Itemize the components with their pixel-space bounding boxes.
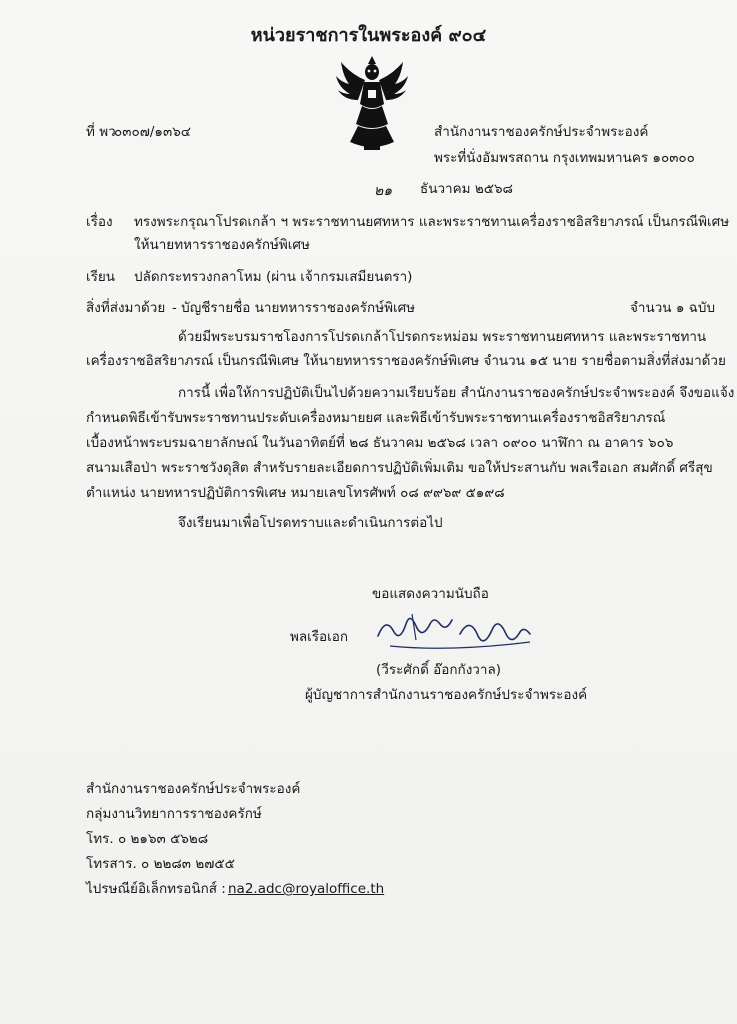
signatory-name: (วีระศักดิ์ อ๊อกกังวาล) bbox=[376, 662, 502, 678]
footer-email-link[interactable]: na2.adc@royaloffice.th bbox=[228, 881, 385, 897]
agency-header: หน่วยราชการในพระองค์ ๙๐๔ bbox=[250, 25, 487, 46]
body-p2-line-4: สนามเสือป่า พระราชวังดุสิต สำหรับรายละเอียดการปฏิบัติเพิ่มเติม ขอให้ประสานกับ พลเรือเอก สมศักดิ์ ศรีสุข bbox=[86, 460, 713, 476]
closing-salutation: ขอแสดงความนับถือ bbox=[372, 586, 489, 602]
handwritten-signature bbox=[372, 606, 552, 656]
body-p2-line-5: ตำแหน่ง นายทหารปฏิบัติการพิเศษ หมายเลขโทรศัพท์ ๐๘ ๙๙๖๙ ๕๑๙๘ bbox=[86, 485, 505, 501]
body-p2-line-2: กำหนดพิธีเข้ารับพระราชทานประดับเครื่องหมายยศ และพิธีเข้ารับพระราชทานเครื่องราชอิสริยาภรณ์ bbox=[86, 410, 666, 426]
footer-phone: โทร. ๐ ๒๑๖๓ ๕๖๒๘ bbox=[86, 831, 209, 847]
garuda-emblem-icon bbox=[334, 52, 410, 152]
footer-office: สำนักงานราชองครักษ์ประจำพระองค์ bbox=[86, 781, 301, 797]
footer-email-label: ไปรษณีย์อิเล็กทรอนิกส์ : bbox=[86, 881, 226, 897]
subject-label: เรื่อง bbox=[86, 214, 113, 230]
doc-number-label: ที่ พว bbox=[86, 124, 116, 140]
body-p1-line-1: ด้วยมีพระบรมราชโองการโปรดเกล้าโปรดกระหม่อม พระราชทานยศทหาร และพระราชทาน bbox=[178, 329, 707, 345]
footer-fax: โทรสาร. ๐ ๒๒๘๓ ๒๗๕๕ bbox=[86, 856, 235, 872]
enclosure-amount: จำนวน ๑ ฉบับ bbox=[630, 300, 716, 316]
subject-line-2: ให้นายทหารราชองครักษ์พิเศษ bbox=[134, 237, 310, 253]
body-p1-line-2: เครื่องราชอิสริยาภรณ์ เป็นกรณีพิเศษ ให้นายทหารราชองครักษ์พิเศษ จำนวน ๑๕ นาย รายชื่อตามสิ่งที่ส่งมาด้วย bbox=[86, 353, 726, 369]
enclosure-value: - บัญชีรายชื่อ นายทหารราชองครักษ์พิเศษ bbox=[172, 300, 416, 316]
footer-division: กลุ่มงานวิทยาการราชองครักษ์ bbox=[86, 806, 262, 822]
date-day: ๒๑ bbox=[374, 183, 393, 199]
signatory-position: ผู้บัญชาการสำนักงานราชองครักษ์ประจำพระองค์ bbox=[305, 687, 588, 703]
body-p2-line-3: เบื้องหน้าพระบรมฉายาลักษณ์ ในวันอาทิตย์ที่ ๒๘ ธันวาคม ๒๕๖๘ เวลา ๐๙๐๐ นาฬิกา ณ อาคาร ๖๐๖ bbox=[86, 435, 674, 451]
enclosure-label: สิ่งที่ส่งมาด้วย bbox=[86, 300, 166, 316]
doc-number: ๐๓๐๗/๑๓๖๔ bbox=[114, 124, 191, 140]
office-address: พระที่นั่งอัมพรสถาน กรุงเทพมหานคร ๑๐๓๐๐ bbox=[434, 150, 695, 166]
body-closing-paragraph: จึงเรียนมาเพื่อโปรดทราบและดำเนินการต่อไป bbox=[178, 515, 443, 531]
date-month-year: ธันวาคม ๒๕๖๘ bbox=[420, 181, 513, 197]
signatory-rank: พลเรือเอก bbox=[290, 629, 349, 645]
recipient-value: ปลัดกระทรวงกลาโหม (ผ่าน เจ้ากรมเสมียนตรา) bbox=[134, 269, 413, 285]
subject-line-1: ทรงพระกรุณาโปรดเกล้า ฯ พระราชทานยศทหาร และพระราชทานเครื่องราชอิสริยาภรณ์ เป็นกรณีพิเศษ bbox=[134, 214, 730, 230]
body-p2-line-1: การนี้ เพื่อให้การปฏิบัติเป็นไปด้วยความเรียบร้อย สำนักงานราชองครักษ์ประจำพระองค์ จึงขอแจ้ง bbox=[178, 385, 735, 401]
recipient-label: เรียน bbox=[86, 269, 116, 285]
issuing-office: สำนักงานราชองครักษ์ประจำพระองค์ bbox=[434, 124, 649, 140]
